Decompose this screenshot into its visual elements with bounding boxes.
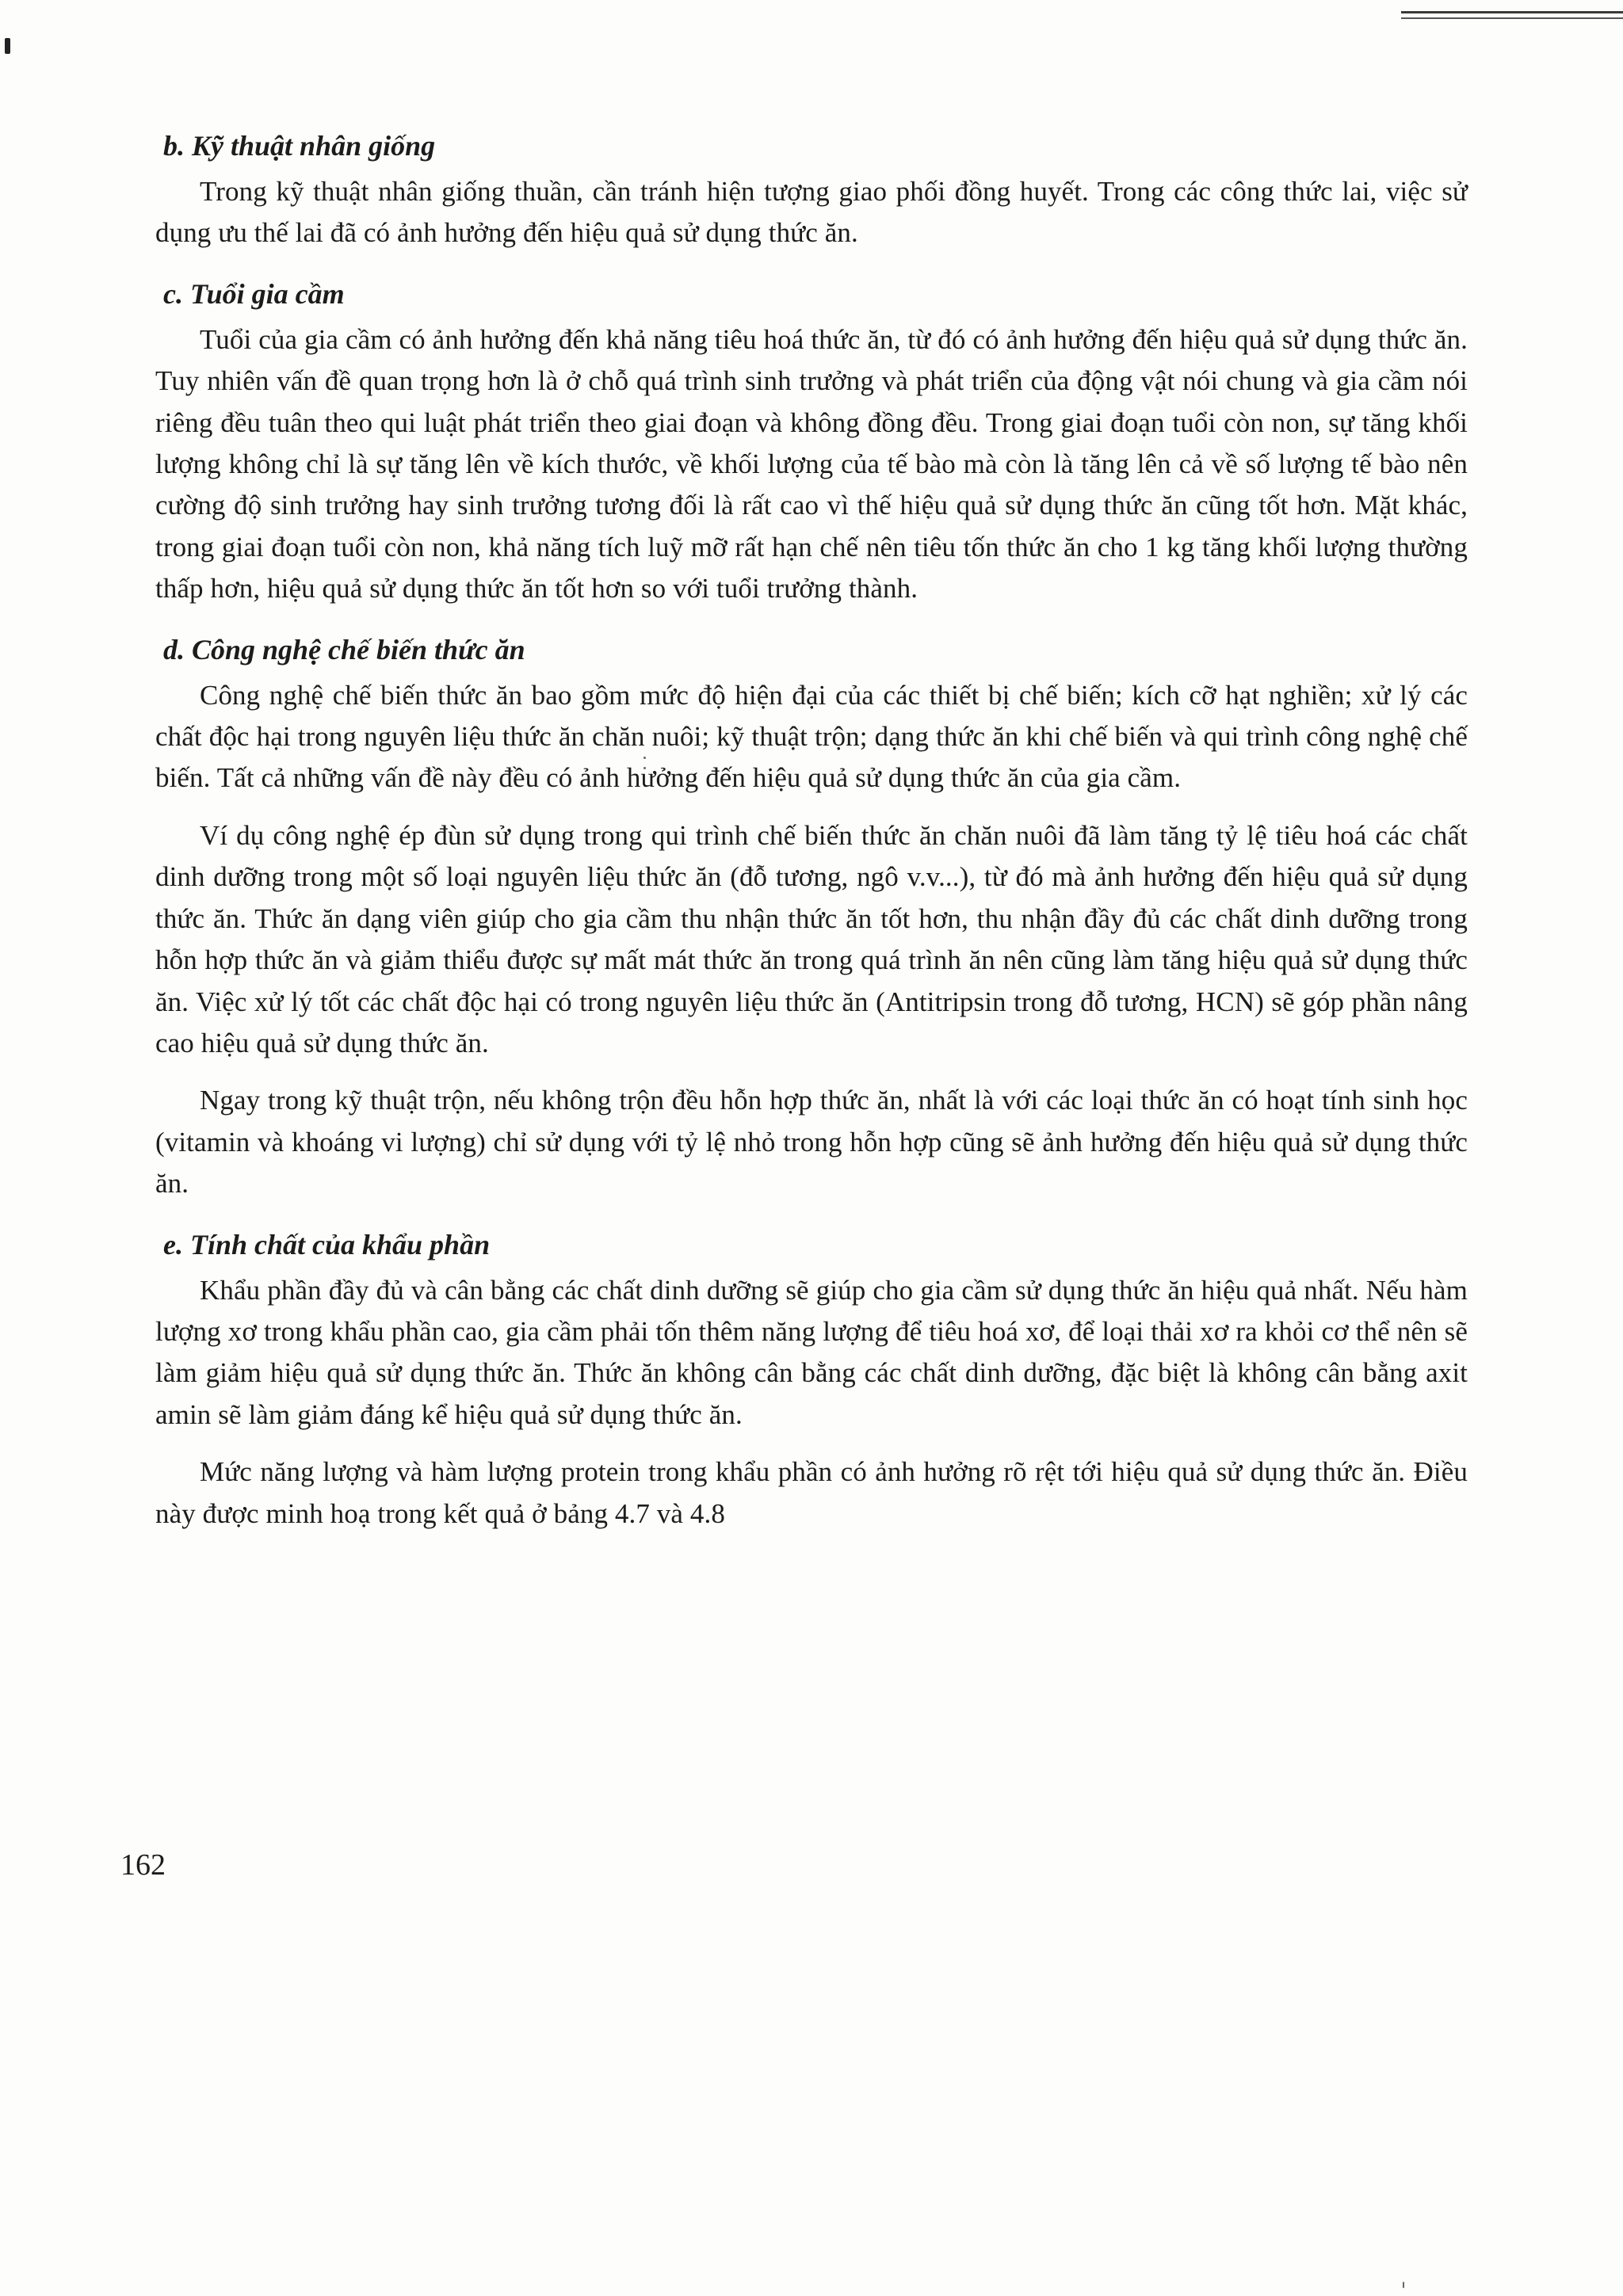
section-breeding-technique [155, 125, 1468, 254]
section-heading: d. Công nghệ chế biến thức ăn [163, 633, 525, 666]
scan-mark [5, 38, 10, 54]
header-rule-thin [1401, 17, 1623, 19]
paragraph: Ngay trong kỹ thuật trộn, nếu không trộn đều hỗn hợp thức ăn, nhất là với các loại thức ăn có hoạt tính sinh học (vitamin và khoáng vi lượng) chỉ sử dụng với tỷ lệ nhỏ trong hỗn hợp cũng sẽ ảnh hưởng đến hiệu quả sử dụng thức ăn. [155, 1085, 1468, 1199]
paragraph: Trong kỹ thuật nhân giống thuần, cần tránh hiện tượng giao phối đồng huyết. Trong các công thức lai, việc sử dụng ưu thế lai đã có ảnh hưởng đến hiệu quả sử dụng thức ăn. [155, 176, 1468, 249]
page-content [155, 125, 1468, 1550]
section-ration-properties [155, 1224, 1468, 1535]
paragraph: Ví dụ công nghệ ép đùn sử dụng trong qui trình chế biến thức ăn chăn nuôi đã làm tăng tỷ lệ tiêu hoá các chất dinh dưỡng trong một số loại nguyên liệu thức ăn (đỗ tương, ngô v.v...), từ đó mà ảnh hưởng đến hiệu quả sử dụng thức ăn. Thức ăn dạng viên giúp cho gia cầm thu nhận thức ăn tốt hơn, thu nhận đầy đủ các chất dinh dưỡng trong hỗn hợp thức ăn và giảm thiểu được sự mất mát thức ăn trong quá trình ăn nên cũng làm tăng hiệu quả sử dụng thức ăn. Việc xử lý tốt các chất độc hại có trong nguyên liệu thức ăn (Antitripsin trong đỗ tương, HCN) sẽ góp phần nâng cao hiệu quả sử dụng thức ăn. [155, 819, 1468, 1058]
paragraph: Công nghệ chế biến thức ăn bao gồm mức độ hiện đại của các thiết bị chế biến; kích cỡ hạt nghiền; xử lý các chất độc hại trong nguyên liệu thức ăn chăn nuôi; kỹ thuật trộn; dạng thức ăn khi chế biến và qui trình công nghệ chế biến. Tất cả những vấn đề này đều có ảnh hưởng đến hiệu quả sử dụng thức ăn của gia cầm. [155, 679, 1468, 794]
paragraph: Khẩu phần đầy đủ và cân bằng các chất dinh dưỡng sẽ giúp cho gia cầm sử dụng thức ăn hiệu quả nhất. Nếu hàm lượng xơ trong khẩu phần cao, gia cầm phải tốn thêm năng lượng để tiêu hoá xơ, để loại thải xơ ra khỏi cơ thể nên sẽ làm giảm hiệu quả sử dụng thức ăn. Thức ăn không cân bằng các chất dinh dưỡng, đặc biệt là không cân bằng axit amin sẽ làm giảm đáng kể hiệu quả sử dụng thức ăn. [155, 1274, 1468, 1430]
page-number: 162 [120, 1848, 166, 1882]
paragraph: Tuổi của gia cầm có ảnh hưởng đến khả năng tiêu hoá thức ăn, từ đó có ảnh hưởng đến hiệu quả sử dụng thức ăn. Tuy nhiên vấn đề quan trọng hơn là ở chỗ quá trình sinh trưởng và phát triển của động vật nói chung và gia cầm nói riêng đều tuân theo qui luật phát triển theo giai đoạn và không đồng đều. Trong giai đoạn tuổi còn non, sự tăng khối lượng không chỉ là sự tăng lên về kích thước, về khối lượng của tế bào mà còn là tăng lên cả về số lượng tế bào nên cường độ sinh trưởng hay sinh trưởng tương đối là rất cao vì thế hiệu quả sử dụng thức ăn cũng tốt hơn. Mặt khác, trong giai đoạn tuổi còn non, khả năng tích luỹ mỡ rất hạn chế nên tiêu tốn thức ăn cho 1 kg tăng khối lượng thường thấp hơn, hiệu quả sử dụng thức ăn tốt hơn so với tuổi trưởng thành. [155, 323, 1468, 605]
section-heading: b. Kỹ thuật nhân giống [163, 130, 436, 162]
section-heading: c. Tuổi gia cầm [163, 277, 345, 310]
header-rule [1401, 11, 1623, 13]
paragraph: Mức năng lượng và hàm lượng protein trong khẩu phần có ảnh hưởng rõ rệt tới hiệu quả sử dụng thức ăn. Điều này được minh hoạ trong kết quả ở bảng 4.7 và 4.8 [155, 1456, 1468, 1529]
section-feed-processing [155, 629, 1468, 1205]
section-heading: e. Tính chất của khẩu phần [163, 1228, 491, 1261]
scan-speck [1403, 2282, 1404, 2288]
section-poultry-age [155, 273, 1468, 610]
